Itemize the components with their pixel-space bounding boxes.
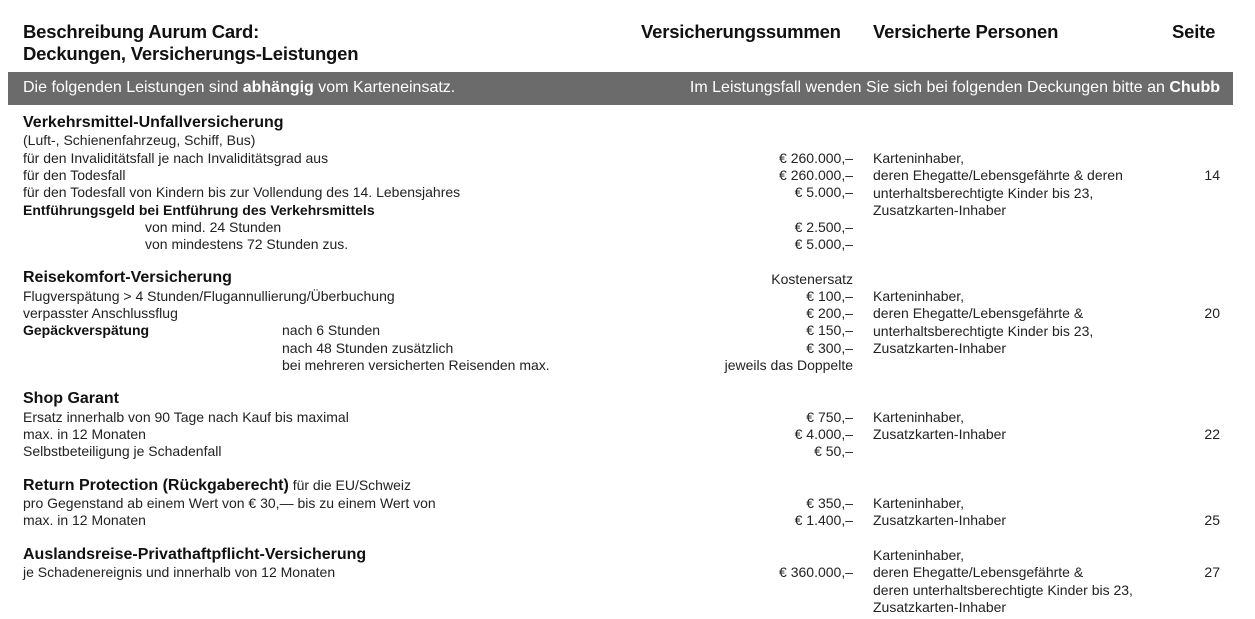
row-label: pro Gegenstand ab einem Wert von € 30,— bis zu einem Wert von: [23, 495, 436, 511]
section-title: Reisekomfort-Versicherung: [23, 269, 232, 286]
row-amount: € 260.000,–: [779, 150, 853, 166]
row-label: Selbstbeteiligung je Schadenfall: [23, 443, 222, 459]
insured-persons: Karteninhaber, deren Ehegatte/Lebensgefährte & deren unterhaltsberechtigte Kinder bis 23, Zusatzkarten-Inhaber: [873, 150, 1123, 218]
row-label: für den Todesfall: [23, 167, 126, 183]
row-amount: € 1.400,–: [794, 512, 853, 528]
row-label-bold: Entführungsgeld bei Entführung des Verkehrsmittels: [23, 202, 375, 218]
banner-right-text: Im Leistungsfall wenden Sie sich bei folgenden Deckungen bitte an Chubb: [689, 79, 1220, 96]
row-label-bold: Gepäckverspätung: [23, 322, 150, 338]
page-number: 20: [1204, 305, 1220, 321]
insured-persons: Karteninhaber, Zusatzkarten-Inhaber: [873, 495, 1007, 529]
row-label: Ersatz innerhalb von 90 Tage nach Kauf bis maximal: [23, 409, 349, 425]
insured-persons: Karteninhaber, Zusatzkarten-Inhaber: [873, 409, 1007, 443]
row-label: max. in 12 Monaten: [23, 512, 146, 528]
row-label: für den Todesfall von Kindern bis zur Vollendung des 14. Lebensjahres: [23, 184, 461, 200]
title-line-1: Beschreibung Aurum Card:: [23, 21, 260, 42]
row-amount: jeweils das Doppelte: [724, 357, 853, 373]
row-amount: € 750,–: [806, 409, 853, 425]
row-label: von mindestens 72 Stunden zus.: [145, 236, 349, 252]
page-number: 22: [1204, 426, 1220, 442]
page-number: 27: [1204, 564, 1220, 580]
section-subtitle: (Luft-, Schienenfahrzeug, Schiff, Bus): [23, 132, 256, 148]
row-label: von mind. 24 Stunden: [145, 219, 282, 235]
row-amount: € 2.500,–: [794, 219, 853, 235]
insured-persons: Karteninhaber, deren Ehegatte/Lebensgefährte & deren unterhaltsberechtigte Kinder bis 23, Zusatzkarten-Inhaber: [873, 547, 1133, 615]
page-number: 25: [1204, 512, 1220, 528]
column-header-persons: Versicherte Personen: [873, 21, 1059, 42]
section-title: Return Protection (Rückgaberecht) für die EU/Schweiz: [23, 477, 411, 494]
banner-left-text: Die folgenden Leistungen sind abhängig vom Karteneinsatz.: [23, 79, 456, 96]
row-amount: € 350,–: [806, 495, 853, 511]
row-amount: € 4.000,–: [794, 426, 853, 442]
title-line-2: Deckungen, Versicherungs-Leistungen: [23, 43, 359, 64]
row-amount: € 5.000,–: [794, 184, 853, 200]
row-amount: € 300,–: [806, 340, 853, 356]
row-label: für den Invaliditätsfall je nach Invaliditätsgrad aus: [23, 150, 329, 166]
row-label: je Schadenereignis und innerhalb von 12 Monaten: [23, 564, 336, 580]
row-sublabel: bei mehreren versicherten Reisenden max.: [282, 357, 550, 373]
row-sublabel: nach 48 Stunden zusätzlich: [282, 340, 454, 356]
row-sublabel: nach 6 Stunden: [282, 322, 381, 338]
column-header-page: Seite: [1172, 21, 1216, 42]
row-amount: € 5.000,–: [794, 236, 853, 252]
row-label: Flugverspätung > 4 Stunden/Flugannullierung/Überbuchung: [23, 288, 395, 304]
row-amount: € 200,–: [806, 305, 853, 321]
section-title: Shop Garant: [23, 390, 120, 407]
info-banner: [8, 72, 1233, 105]
section-title-amount: Kostenersatz: [771, 271, 853, 287]
row-amount: € 150,–: [806, 322, 853, 338]
section-title: Verkehrsmittel-Unfallversicherung: [23, 114, 284, 131]
section-title: Auslandsreise-Privathaftpflicht-Versicherung: [23, 546, 367, 563]
row-amount: € 100,–: [806, 288, 853, 304]
row-label: verpasster Anschlussflug: [23, 305, 178, 321]
insured-persons: Karteninhaber, deren Ehegatte/Lebensgefährte & unterhaltsberechtigte Kinder bis 23, Zusatzkarten-Inhaber: [873, 288, 1094, 356]
page-title: [23, 21, 358, 65]
row-amount: € 260.000,–: [779, 167, 853, 183]
page-number: 14: [1204, 167, 1220, 183]
row-amount: € 360.000,–: [779, 564, 853, 580]
column-header-sums: Versicherungssummen: [641, 21, 841, 42]
row-label: max. in 12 Monaten: [23, 426, 146, 442]
row-amount: € 50,–: [814, 443, 853, 459]
